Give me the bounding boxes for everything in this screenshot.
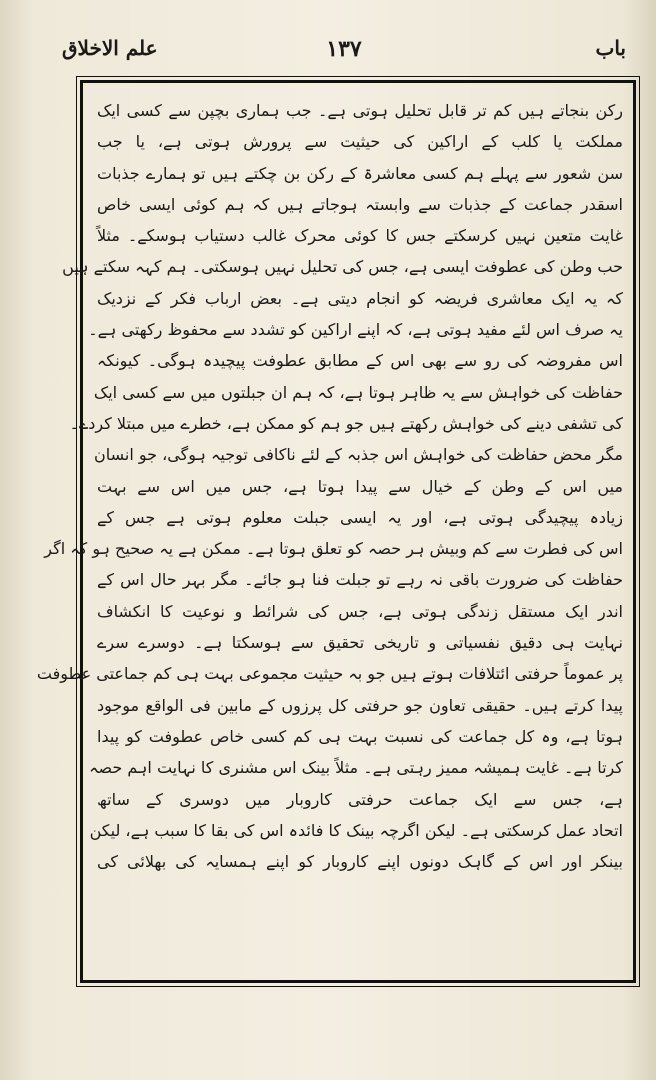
body-text — [36, 95, 623, 970]
text-line: ہوتا ہے، وہ کل جماعت کی نسبت بہت ہی کم کسی خاص عطوفت کو پیدا — [97, 726, 623, 746]
text-line: ہے، جس سے ایک جماعت حرفتی کاروبار میں دوسری کے ساتھ — [97, 789, 623, 809]
text-line: اس کی فطرت سے کم وبیش ہر حصہ کو تعلق ہوتا ہے۔ ممکن ہے یہ صحیح ہو کہ اگر — [44, 539, 623, 559]
chapter-label: باب — [595, 36, 626, 60]
text-line: کرتا ہے۔ غایت ہمیشہ ممیز رہتی ہے۔ مثلاً بینک اس مشنری کا نہایت اہم حصہ — [89, 758, 623, 778]
text-line: حفاظت کی ضرورت باقی نہ رہے تو جبلت فنا ہو جائے۔ مگر بہر حال اس کے — [97, 570, 623, 590]
page-header — [62, 36, 626, 72]
text-line: بینکر اور اس کے گاہک دونوں اپنے کاروبار کو اپنے ہمسایہ کی بھلائی کی — [97, 852, 623, 872]
text-line: رکن بنجاتے ہیں کم تر قابل تحلیل ہوتی ہے۔ جب ہماری بچپن سے کسی ایک — [97, 101, 623, 120]
text-line: اس مفروضہ کی رو سے بھی اس کے مطابق عطوفت پیچیدہ ہوگی۔ کیونکہ — [97, 351, 623, 371]
text-line: یہ صرف اس لئے مفید ہوتی ہے، کہ اپنے اراکین کو تشدد سے محفوظ رکھتی ہے۔ — [88, 320, 623, 340]
text-line: اتحاد عمل کرسکتی ہے۔ لیکن اگرچہ بینک کا فائدہ اس کی بقا کا سبب ہے، لیکن — [89, 820, 623, 840]
text-line: مگر محض حفاظت کی خواہش اس جذبہ کے لئے ناکافی توجیہ ہوگی، جو انسان — [94, 445, 623, 465]
text-frame — [36, 80, 636, 983]
text-line: غایت متعین نہیں کرسکتے جس کا کوئی محرک غالب دستیاب ہوسکے۔ مثلاً — [97, 226, 623, 246]
text-line: زیادہ پیچیدگی ہوتی ہے، اور یہ ایسی جبلت معلوم ہوتی ہے جس کے — [97, 507, 623, 527]
text-line: کہ یہ ایک معاشری فریضہ کو انجام دیتی ہے۔ بعض ارباب فکر کے نزدیک — [97, 288, 623, 308]
text-line: حب وطن کی عطوفت ایسی ہے، جس کی تحلیل نہیں ہوسکتی۔ ہم کہہ سکتے ہیں — [62, 257, 623, 277]
text-line: مملکت یا کلب کے اراکین کی حیثیت سے پرورش ہوتی ہے، یا جب — [97, 132, 623, 152]
text-line: پیدا کرتے ہیں۔ حقیقی تعاون جو حرفتی کل پرزوں کے مابین فی الواقع موجود — [97, 695, 623, 715]
text-line: میں اس کے وطن کے خیال سے پیدا ہوتا ہے، جس میں اس سے بہت — [97, 476, 623, 496]
text-line: اسقدر جماعت کے جذبات سے وابستہ ہوجاتے ہیں کہ ہم کوئی ایسی خاص — [97, 194, 623, 214]
text-line: کی تشفی دینے کی خواہش رکھتے ہیں جو ہم کو ممکن ہے، خطرے میں مبتلا کردے۔ — [69, 413, 623, 433]
text-line: حفاظت کی خواہش سے یہ ظاہر ہوتا ہے، کہ ہم ان جبلتوں میں سے کسی ایک — [93, 382, 623, 402]
book-title: علم الاخلاق — [62, 36, 158, 60]
text-line: نہایت ہی دقیق نفسیاتی و تاریخی تحقیق سے ہوسکتا ہے۔ دوسرے سرے — [97, 633, 623, 653]
page-number: ۱۳۷ — [326, 36, 362, 62]
text-line: سن شعور سے پہلے ہم کسی معاشرۃ کے رکن بن چکتے ہیں تو ہمارے جذبات — [97, 163, 623, 183]
text-line: اندر ایک مستقل زندگی ہوتی ہے، جس کی شرائط و نوعیت کا انکشاف — [97, 601, 623, 621]
text-line: پر عموماً حرفتی ائتلافات ہوتے ہیں جو بہ حیثیت مجموعی بہت ہی کم جماعتی عطوفت — [36, 664, 623, 684]
